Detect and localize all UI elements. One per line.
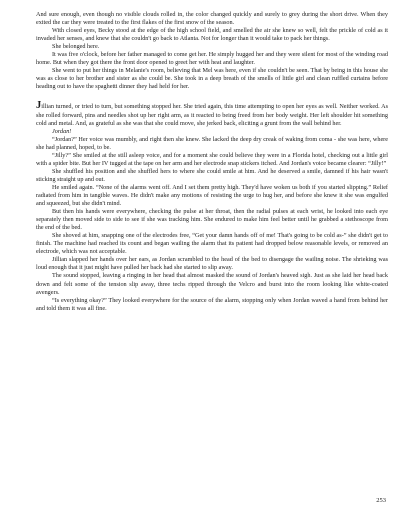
- section-break: [36, 91, 388, 103]
- drop-cap: J: [36, 100, 42, 112]
- paragraph: And sure enough, even though no visible clouds rolled in, the color changed quickly and surely to grey during the short drive. When they exited the car they were treated to the first flakes of the first snow of the season.: [36, 11, 388, 27]
- paragraph: But then his hands were everywhere, checking the pulse at her throat, then the radial pulses at each wrist, he looked into each eye separately then moved side to side to see if she was tracking him. She endured to make him feel better until he grabbed a stethoscope from the end of the bed.: [36, 208, 388, 232]
- paragraph: With closed eyes, Becky stood at the edge of the high school field, and smelled the air she knew so well, felt the prickle of cold as it invaded her senses, and knew that she couldn't go back to Atlanta. Not for longer than it would take to pack her things.: [36, 27, 388, 43]
- paragraph: She belonged here.: [52, 43, 100, 51]
- paragraph-text: illian turned, or tried to turn, but something stopped her. She tried again, this time attempting to open her eyes as well. Neither worked. As she rolled forward, pins and needles shot up her right arm, as it reacted to being freed from her body weight. Her left shoulder hit something cold and metal. And, as grateful as she was that she could move, she jerked back, eliciting a grunt from the wall behind her.: [36, 103, 388, 127]
- paragraph: “Jordan?” Her voice was mumbly, and right then she knew. She lacked the deep dry creak of waking from coma - she was here, where she had planned, hoped, to be.: [36, 135, 388, 151]
- paragraph: She went to put her things in Melanie's room, believing that Mel was here, even if she couldn't be seen. That by being in this house she was as close to her brother and sister as she could be. She took in a deep breath of the smells of little girl and clean ruffled curtains before heading out to have the spaghetti dinner they had held for her.: [36, 67, 388, 91]
- paragraph: “Is everything okay?” They looked everywhere for the source of the alarm, stopping only when Jordan waved a hand from behind her and told them it was all fine.: [36, 296, 388, 312]
- section-two: [36, 100, 388, 312]
- paragraph: He smiled again. “None of the alarms went off. And I set them pretty high. They'd have woken us both if you started slipping.” Relief radiated from him in tangible waves. He didn't make any motions of resisting the urge to hug her, and before she knew it she was engulfed and squeezed, but she didn't mind.: [36, 183, 388, 208]
- paragraph: It was five o'clock, before her father managed to come get her. He simply hugged her and they were silent for most of the winding road home. But when they got there the front door opened to greet her with heat and laughter.: [36, 51, 388, 67]
- section-one: [36, 11, 388, 91]
- paragraph: She shoved at him, snapping one of the electrodes free, “Get your damn hands off of me! That's going to be cold as-” she didn't get to finish. The machine had reached its count and began wailing the alarm that its patient had dropped below reasonable levels, or removed an electrode, which was not acceptable.: [36, 232, 388, 256]
- paragraph: Jordan!: [52, 127, 72, 135]
- paragraph: “Jilly?” She smiled at the still asleep voice, and for a moment she could believe they were in a Florida hotel, checking out a little girl with a spider bite. But her IV tugged at the tape on her arm and her electrode snap stickers itched. And Jordan's voice became clearer: “Jilly!”: [36, 151, 388, 167]
- paragraph: She shuffled his position and she shuffled hers to where she could smile at him. And he deserved a smile, damned if his hair wasn't sticking straight up and out.: [36, 167, 388, 183]
- paragraph: Jillian slapped her hands over her ears, as Jordan scrambled to the head of the bed to disengage the wailing noise. The shrieking was loud enough that it just might have pulled her back had she started to slip away.: [36, 256, 388, 272]
- page-number: 253: [376, 497, 386, 504]
- paragraph: [36, 100, 388, 127]
- paragraph: The sound stopped, leaving a ringing in her head that almost masked the sound of Jordan's heaved sigh. Just as she laid her head back down and felt some of the tension slip away, three techs ripped through the Velcro and burst into the room looking like white-coated avengers.: [36, 272, 388, 296]
